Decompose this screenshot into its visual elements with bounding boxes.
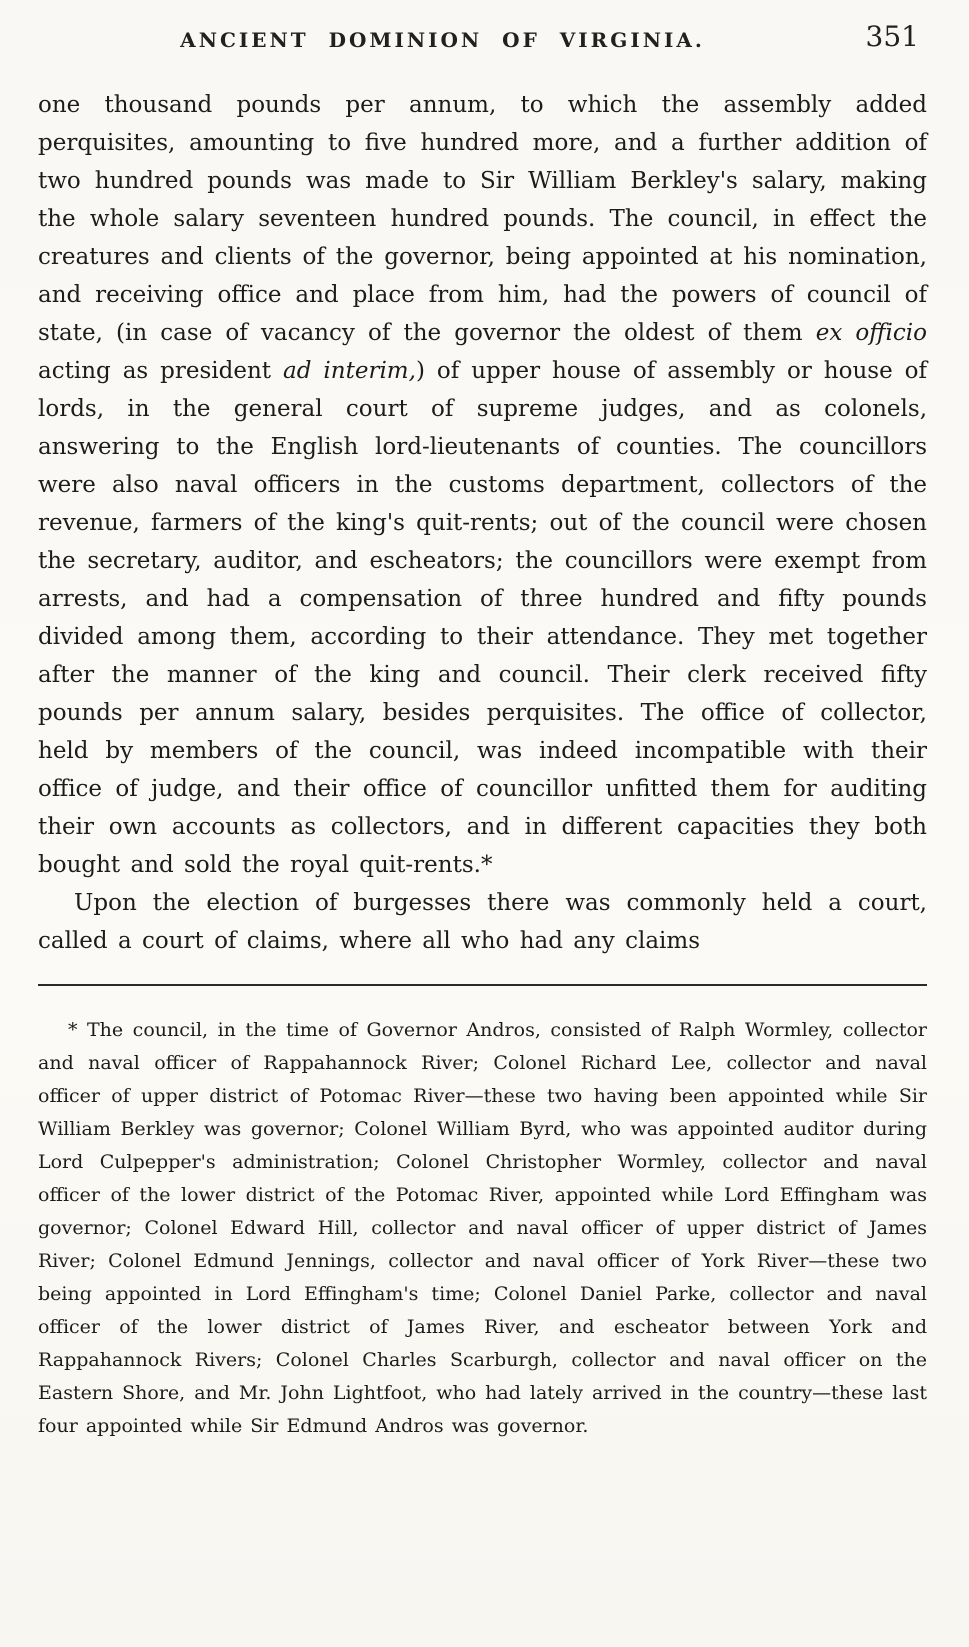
paragraph-continued — [38, 86, 927, 884]
italic-phrase-ex-officio: ex officio — [815, 320, 927, 346]
page-number: 351 — [865, 20, 919, 53]
main-text — [38, 86, 927, 960]
paragraph: Upon the election of burgesses there was commonly held a court, called a court of claims, where all who had any claims — [38, 890, 927, 954]
footnote-text: * The council, in the time of Governor Andros, consisted of Ralph Wormley, collector and naval officer of Rappahannock River; Colonel Richard Lee, collector and naval officer of upper district of Potomac River—these two having been appointed while Sir William Berkley was governor; Colonel William Byrd, who was appointed auditor during Lord Culpepper's administration; Colonel Christopher Wormley, collector and naval officer of the lower district of the Potomac River, appointed while Lord Effingham was governor; Colonel Edward Hill, collector and naval officer of upper district of James River; Colonel Edmund Jennings, collector and naval officer of York River—these two being appointed in Lord Effingham's time; Colonel Daniel Parke, collector and naval officer of the lower district of James River, and escheator between York and Rappahannock Rivers; Colonel Charles Scarburgh, collector and naval officer on the Eastern Shore, and Mr. John Lightfoot, who had lately arrived in the country—these last four appointed while Sir Edmund Andros was governor. — [38, 1019, 927, 1437]
paragraph-text: one thousand pounds per annum, to which the assembly added perquisites, amounting to five hundred more, and a further addition of two hundred pounds was made to Sir William Berkley's salary, making the whole salary seventeen hundred pounds. The council, in effect the creatures and clients of the governor, being appointed at his nomination, and receiving office and place from him, had the powers of council of state, (in case of vacancy of the governor the oldest of them — [38, 92, 927, 346]
italic-phrase-ad-interim: ad interim, — [283, 358, 416, 384]
paragraph-text: acting as president — [38, 358, 284, 384]
footnote-separator — [38, 984, 927, 986]
paragraph-text: ) of upper house of assembly or house of lords, in the general court of supreme judges, and as colonels, answering to the English lord-lieutenants of counties. The councillors were also naval officers in the customs department, collectors of the revenue, farmers of the king's quit-rents; out of the council were chosen the secretary, auditor, and escheators; the councillors were exempt from arrests, and had a compensation of three hundred and fifty pounds divided among them, according to their attendance. They met together after the manner of the king and council. Their clerk received fifty pounds per annum salary, besides perquisites. The office of collector, held by members of the council, was indeed incompatible with their office of judge, and their office of councillor unfitted them for auditing their own accounts as collectors, and in different capacities they both bought and sold the royal quit-rents.* — [38, 358, 928, 878]
footnote-section — [38, 1014, 927, 1443]
page-header — [38, 20, 927, 66]
running-title: ANCIENT DOMINION OF VIRGINIA. — [180, 28, 705, 52]
